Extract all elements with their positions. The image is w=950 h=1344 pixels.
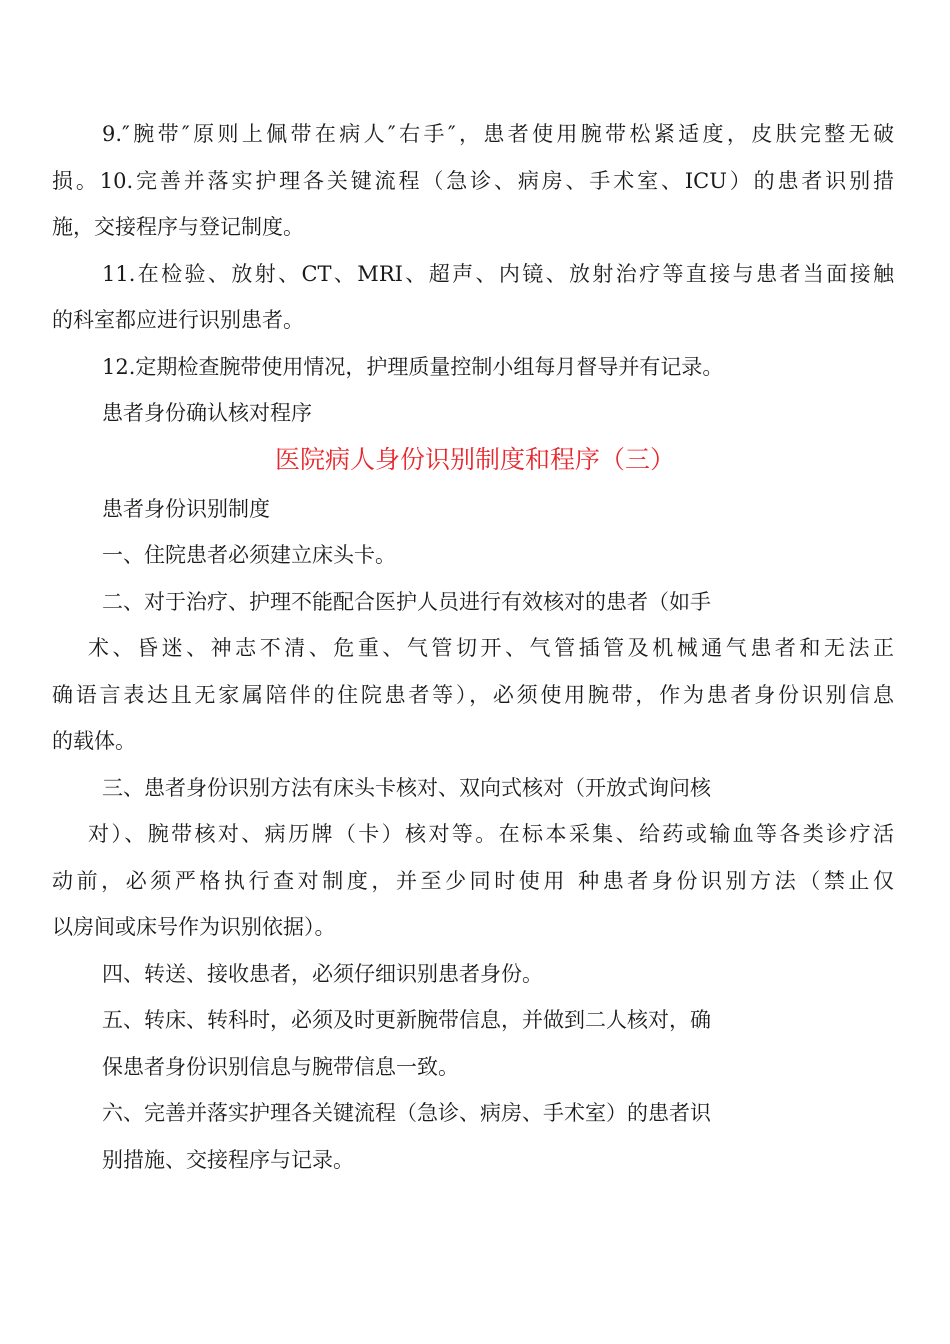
paragraph-line: 四、转送、接收患者，必须仔细识别患者身份。 bbox=[102, 962, 543, 986]
paragraph-line: 的科室都应进行识别患者。 bbox=[52, 308, 304, 332]
paragraph-line: 施，交接程序与登记制度。 bbox=[52, 215, 304, 239]
paragraph-line: 的载体。 bbox=[52, 729, 136, 753]
paragraph-line: 一、住院患者必须建立床头卡。 bbox=[102, 543, 396, 567]
paragraph-line: 保患者身份识别信息与腕带信息一致。 bbox=[102, 1055, 459, 1079]
paragraph-line: 以房间或床号作为识别依据）。 bbox=[52, 915, 336, 939]
paragraph-line: 六、完善并落实护理各关键流程（急诊、病房、手术室）的患者识 bbox=[102, 1101, 711, 1125]
paragraph-line: 对）、腕带核对、病历牌（卡）核对等。在标本采集、给药或输血等各类诊疗活 bbox=[88, 822, 894, 846]
paragraph-line: 别措施、交接程序与记录。 bbox=[102, 1148, 354, 1172]
paragraph-line: 损。10.完善并落实护理各关键流程（急诊、病房、手术室、ICU）的患者识别措 bbox=[52, 169, 894, 193]
paragraph-line: 9.″腕带″原则上佩带在病人″右手″，患者使用腕带松紧适度，皮肤完整无破 bbox=[102, 122, 894, 146]
paragraph-line: 确语言表达且无家属陪伴的住院患者等），必须使用腕带，作为患者身份识别信息 bbox=[52, 683, 894, 707]
paragraph-line: 三、患者身份识别方法有床头卡核对、双向式核对（开放式询问核 bbox=[102, 776, 711, 800]
heading-text: 患者身份识别制度 bbox=[102, 497, 270, 521]
paragraph-line: 五、转床、转科时，必须及时更新腕带信息，并做到二人核对，确 bbox=[102, 1008, 711, 1032]
section-title: 医院病人身份识别制度和程序（三） bbox=[274, 445, 675, 474]
heading-text: 患者身份确认核对程序 bbox=[102, 401, 312, 425]
paragraph-line: 11.在检验、放射、CT、MRI、超声、内镜、放射治疗等直接与患者当面接触 bbox=[102, 262, 894, 286]
paragraph-line: 二、对于治疗、护理不能配合医护人员进行有效核对的患者（如手 bbox=[102, 590, 711, 614]
paragraph-line: 术、昏迷、神志不清、危重、气管切开、气管插管及机械通气患者和无法正 bbox=[88, 636, 894, 660]
paragraph-line: 动前，必须严格执行查对制度，并至少同时使用 种患者身份识别方法（禁止仅 bbox=[52, 869, 894, 893]
paragraph-line: 12.定期检查腕带使用情况，护理质量控制小组每月督导并有记录。 bbox=[102, 355, 724, 379]
